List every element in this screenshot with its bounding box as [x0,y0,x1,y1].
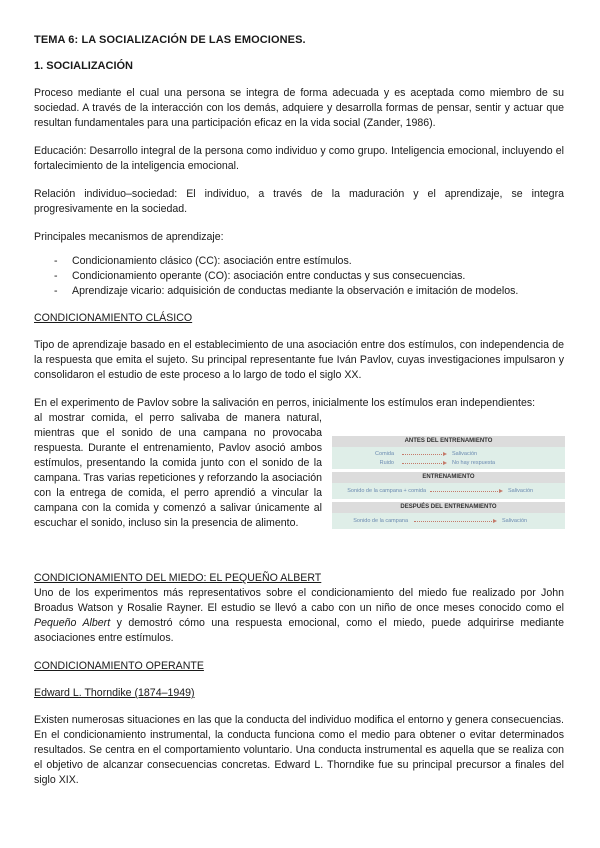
diagram-row-right: Salivación [508,488,534,494]
paragraph-mechanisms-intro: Principales mecanismos de aprendizaje: [34,231,224,243]
paragraph-miedo [34,586,564,646]
paragraph-relation: Relación individuo–sociedad: El individuo, a través de la maduración y el aprendizaje, se integra progresivamente en la sociedad. [34,188,564,215]
diagram-during-title: ENTRENAMIENTO [332,472,565,483]
diagram-after-title: DESPUÉS DEL ENTRENAMIENTO [332,502,565,513]
diagram-row-left: Ruido [379,460,394,466]
diagram-row-right: No hay respuesta [452,460,496,466]
diagram-row [332,517,565,525]
arrow-icon [402,463,444,464]
list-item: - Condicionamiento clásico (CC): asociación entre estímulos. [54,254,564,269]
diagram-before-body [332,447,565,469]
pavlov-section [34,411,564,561]
paragraph-miedo-part: y demostró cómo una respuesta emocional, como el miedo, puede adquirirse mediante asociaciones entre estímulos. [34,617,565,644]
pequeno-albert-emphasis: Pequeño Albert [34,617,111,629]
diagram-row [332,459,565,467]
paragraph-definition: Proceso mediante el cual una persona se integra de forma adecuada y es aceptada como miembro de su sociedad. A través de la interacción con los demás, adquiere y desarrolla formas de pensar, sentir y actuar que resultan fundamentales para una participación eficaz en la vida social (Zander, 1986). [34,87,564,129]
heading-thorndike: Edward L. Thorndike (1874–1949) [34,687,195,699]
arrow-icon [402,454,444,455]
paragraph-pavlov-body: al mostrar comida, el perro salivaba de manera natural, mientras que el sonido de una campana no provocaba respuesta. Durante el entrenamiento, Pavlov asoció ambos estímulos, presentando la comida junto con el sonido de la campana. Tras varias repeticiones y reforzando la asociación con la entrega de comida, el perro aprendió a vincular la campana con la comida y comenzó a salivar únicamente al escuchar el sonido, incluso sin la presencia de alimento. [34,412,322,529]
diagram-row [332,450,565,458]
diagram-before-title: ANTES DEL ENTRENAMIENTO [332,436,565,447]
arrow-icon [430,491,500,492]
document-title: TEMA 6: LA SOCIALIZACIÓN DE LAS EMOCIONES. [34,34,306,46]
heading-condicionamiento-operante: CONDICIONAMIENTO OPERANTE [34,660,204,672]
document-page [34,34,564,801]
pavlov-diagram [332,436,565,539]
paragraph-miedo-part: Uno de los experimentos más representativos sobre el condicionamiento del miedo fue realizado por John Broadus Watson y Rosalie Rayner. El estudio se llevó a cabo con un niño de once meses conocido como el [34,587,564,614]
section-heading-socializacion: 1. SOCIALIZACIÓN [34,60,134,72]
paragraph-clasico: Tipo de aprendizaje basado en el establecimiento de una asociación entre dos estímulos, con independencia de la respuesta que emita el sujeto. Su principal representante fue Iván Pavlov, cuyas investigaciones impulsaron y consolidaron el estudio de este proceso a lo largo de todo el siglo XX. [34,339,564,381]
diagram-row [332,487,565,495]
heading-condicionamiento-clasico: CONDICIONAMIENTO CLÁSICO [34,312,193,324]
diagram-row-left: Sonido de la campana [353,518,408,524]
paragraph-operante: Existen numerosas situaciones en las que la conducta del individuo modifica el entorno y genera consecuencias. En el condicionamiento instrumental, la conducta funciona como el medio para obtener o evitar determinados resultados. Se centra en el comportamiento voluntario. Una conducta instrumental es aquella que se realiza con el objetivo de alcanzar consecuencias concretas. Edward L. Thorndike fue su principal precursor a finales del siglo XIX. [34,714,564,786]
list-item: - Aprendizaje vicario: adquisición de conductas mediante la observación e imitación de modelos. [54,284,564,299]
heading-miedo: CONDICIONAMIENTO DEL MIEDO: EL PEQUEÑO ALBERT [34,572,322,584]
list-item: - Condicionamiento operante (CO): asociación entre conductas y sus consecuencias. [54,269,564,284]
arrow-icon [414,521,494,522]
mechanisms-list [34,254,564,299]
paragraph-pavlov-lead: En el experimento de Pavlov sobre la salivación en perros, inicialmente los estímulos eran independientes: [34,397,536,409]
diagram-after-body [332,513,565,529]
diagram-row-right: Salivación [452,451,478,457]
diagram-row-right: Salivación [502,518,528,524]
paragraph-education: Educación: Desarrollo integral de la persona como individuo y como grupo. Inteligencia emocional, incluyendo el fortalecimiento de la inteligencia emocional. [34,145,564,172]
diagram-row-left: Comida [375,451,394,457]
diagram-row-left: Sonido de la campana + comida [347,488,426,494]
diagram-during-body [332,483,565,499]
